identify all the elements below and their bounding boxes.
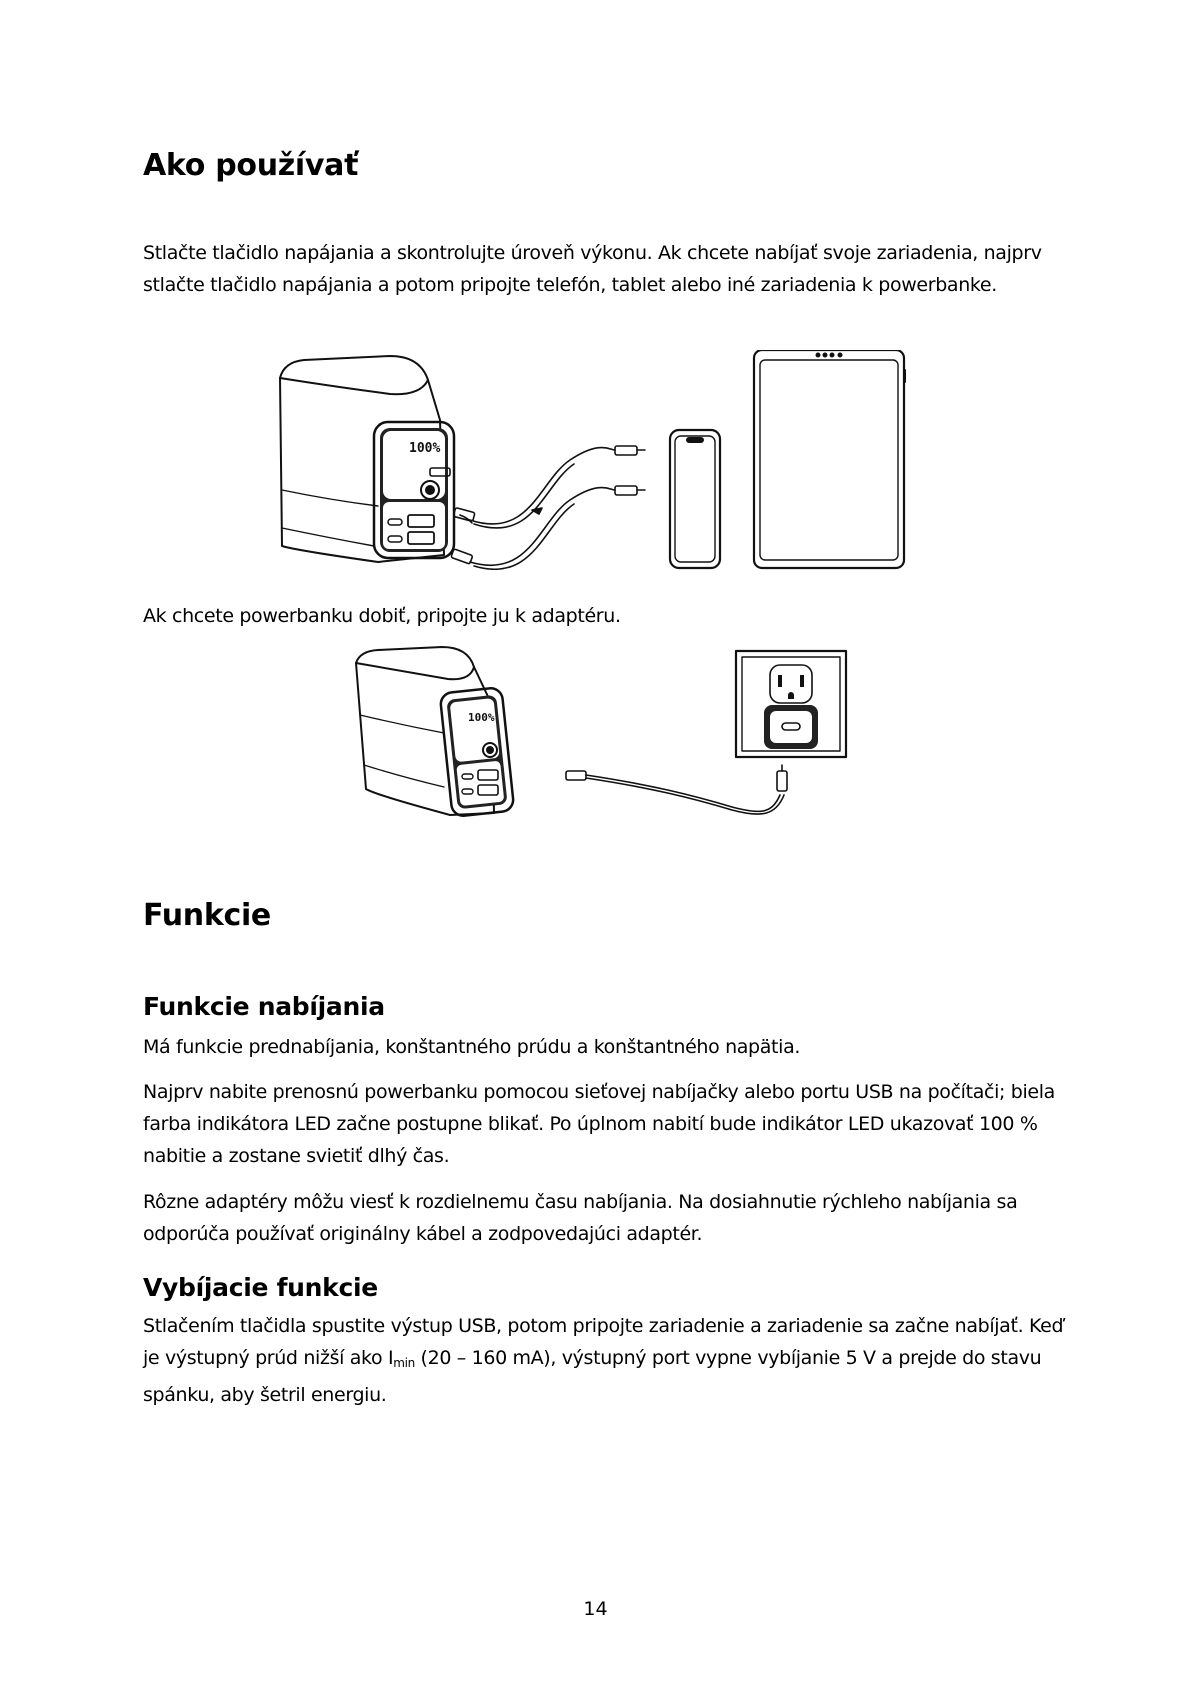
- wall-outlet-illustration: [736, 651, 846, 757]
- battery-display-100: 100%: [409, 441, 441, 456]
- tablet-illustration: [754, 350, 905, 568]
- subscript-min: min: [393, 1356, 415, 1370]
- heading-features: Funkcie: [143, 898, 271, 933]
- figure-powerbank-charging-devices: [270, 350, 930, 570]
- figure-powerbank-recharging: [352, 645, 852, 825]
- usb-cables: [430, 446, 645, 569]
- charging-paragraph-3: Rôzne adaptéry môžu viesť k rozdielnemu času nabíjania. Na dosiahnutie rýchleho nabíjania sa odporúča používať originálny kábel a zodpovedajúci adaptér.: [143, 1191, 1018, 1245]
- recharge-paragraph: Ak chcete powerbanku dobiť, pripojte ju k adaptéru.: [143, 605, 621, 627]
- intro-paragraph: Stlačte tlačidlo napájania a skontrolujte úroveň výkonu. Ak chcete nabíjať svoje zariadenia, najprv stlačte tlačidlo napájania a potom pripojte telefón, tablet alebo iné zariadenia k powerbanke.: [143, 242, 1042, 296]
- smartphone-illustration: [670, 430, 720, 568]
- powerbank-illustration: [280, 356, 454, 562]
- heading-discharging-features: Vybíjacie funkcie: [143, 1273, 378, 1302]
- battery-display-100-2: 100%: [468, 711, 495, 724]
- powerbank-illustration-2: [356, 647, 514, 817]
- heading-how-to-use: Ako používať: [143, 148, 359, 183]
- charging-paragraph-1: Má funkcie prednabíjania, konštantného prúdu a konštantného napätia.: [143, 1036, 801, 1058]
- charging-paragraph-2: Najprv nabite prenosnú powerbanku pomocou sieťovej nabíjačky alebo portu USB na počítači; biela farba indikátora LED začne postupne blikať. Po úplnom nabití bude indikátor LED ukazovať 100 % nabitie a zostane svietiť dlhý čas.: [143, 1081, 1055, 1167]
- discharging-text-1: Stlačením tlačidla spustite výstup USB, potom pripojte zariadenie a zariadenie sa začne nabíjať. Keď je výstupný prúd nižší ako I: [143, 1315, 1064, 1369]
- heading-charging-features: Funkcie nabíjania: [143, 992, 385, 1021]
- charging-cable: [566, 765, 787, 814]
- page-number: 14: [583, 1598, 608, 1620]
- discharging-text-2: (20 – 160 mA), výstupný port vypne vybíjanie 5 V a prejde do stavu spánku, aby šetril energiu.: [143, 1347, 1042, 1406]
- discharging-paragraph: [143, 1310, 1073, 1411]
